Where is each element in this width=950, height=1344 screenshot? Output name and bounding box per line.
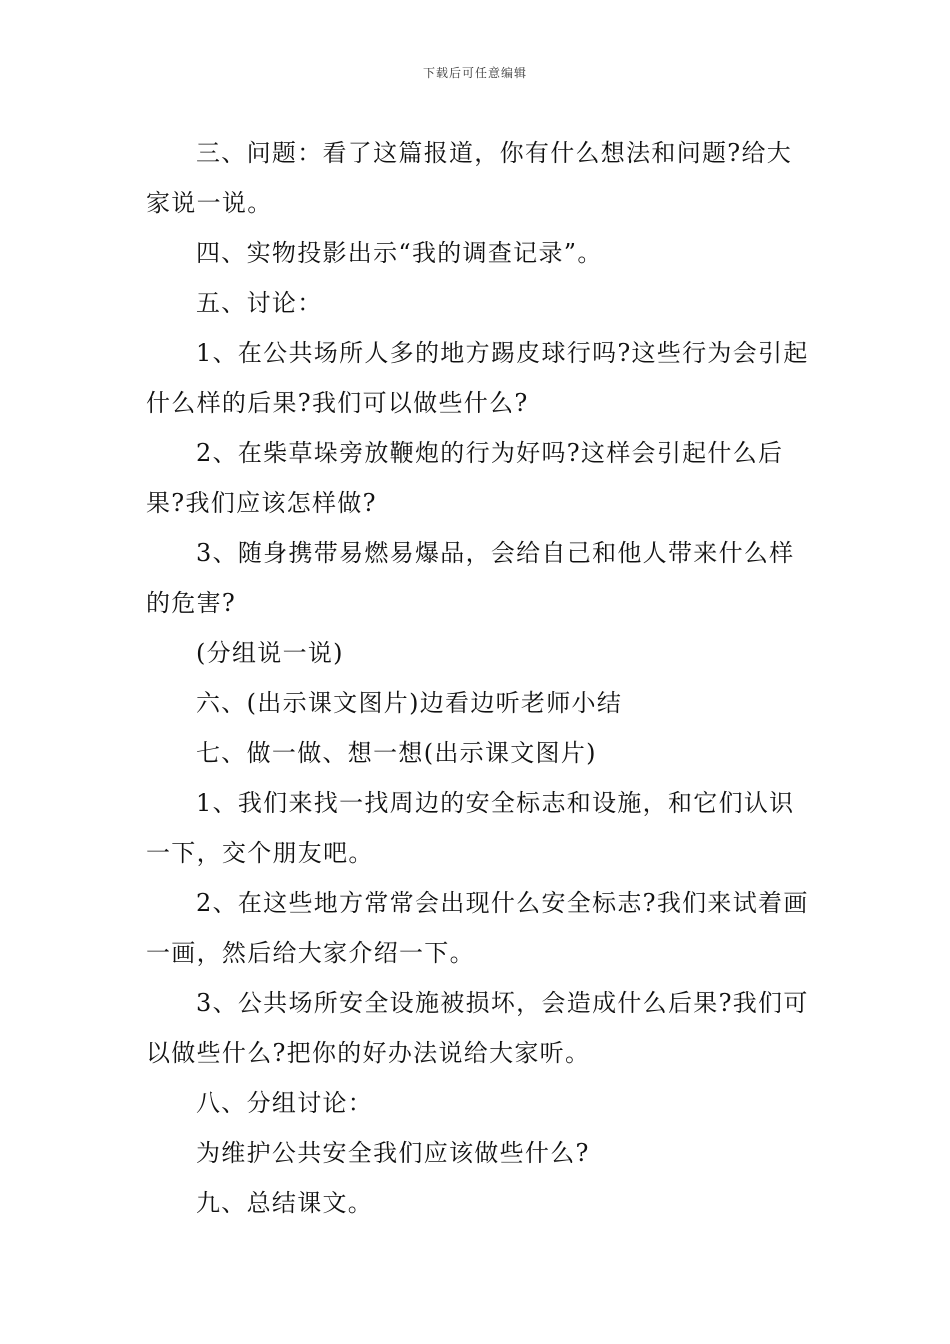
paragraph-group-discussion-heading: 八、分组讨论： — [196, 1089, 374, 1117]
paragraph-group-discussion-question: 为维护公共安全我们应该做些什么? — [196, 1139, 590, 1167]
paragraph-do-and-think-2: 2、在这些地方常常会出现什么安全标志?我们来试着画一画，然后给大家介绍一下。 — [146, 889, 809, 967]
paragraph-problem: 三、问题：看了这篇报道，你有什么想法和问题?给大家说一说。 — [146, 139, 793, 217]
paragraph-discussion-heading: 五、讨论： — [196, 289, 323, 317]
paragraph-do-and-think-1: 1、我们来找一找周边的安全标志和设施，和它们认识一下，交个朋友吧。 — [146, 789, 795, 867]
page-header-note: 下载后可任意编辑 — [422, 66, 527, 80]
paragraph-do-and-think-heading: 七、做一做、想一想(出示课文图片) — [196, 739, 597, 767]
paragraph-discussion-2: 2、在柴草垛旁放鞭炮的行为好吗?这样会引起什么后果?我们应该怎样做? — [146, 439, 784, 517]
paragraph-projection: 四、实物投影出示“我的调查记录”。 — [196, 239, 603, 267]
document-body — [146, 128, 814, 1228]
paragraph-discussion-1: 1、在公共场所人多的地方踢皮球行吗?这些行为会引起什么样的后果?我们可以做些什么? — [146, 339, 809, 417]
paragraph-teacher-summary: 六、(出示课文图片)边看边听老师小结 — [196, 689, 623, 717]
paragraph-discussion-3: 3、随身携带易燃易爆品，会给自己和他人带来什么样的危害? — [146, 539, 795, 617]
paragraph-group-talk: (分组说一说) — [196, 639, 344, 667]
paragraph-conclusion: 九、总结课文。 — [196, 1189, 374, 1217]
paragraph-do-and-think-3: 3、公共场所安全设施被损坏，会造成什么后果?我们可以做些什么?把你的好办法说给大家听。 — [146, 989, 809, 1067]
